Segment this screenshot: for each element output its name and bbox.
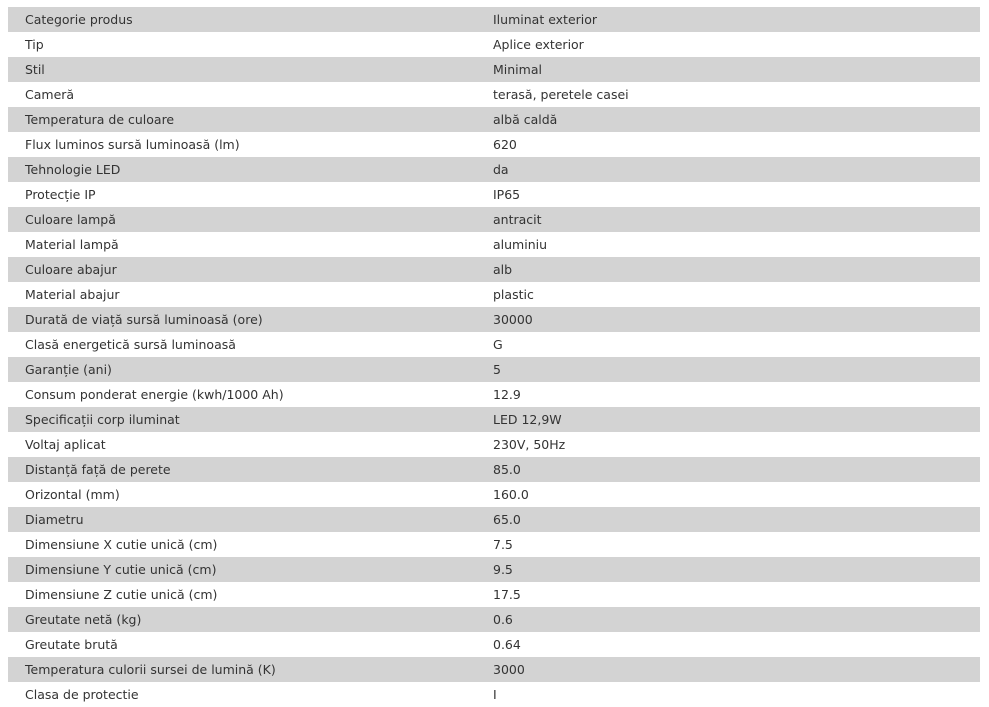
product-spec-table xyxy=(8,7,980,707)
spec-row xyxy=(8,682,980,707)
spec-value: plastic xyxy=(493,287,534,302)
spec-label: Clasa de protectie xyxy=(25,687,139,702)
spec-row xyxy=(8,357,980,382)
spec-value: 0.64 xyxy=(493,637,521,652)
spec-label: Cameră xyxy=(25,87,75,102)
spec-value: Aplice exterior xyxy=(493,37,584,52)
spec-label: Durată de viață sursă luminoasă (ore) xyxy=(8,307,476,332)
spec-label: Material abajur xyxy=(25,287,120,302)
spec-label: Consum ponderat energie (kwh/1000 Ah) xyxy=(25,387,284,402)
spec-row xyxy=(8,457,980,482)
spec-value: aluminiu xyxy=(493,237,548,252)
spec-row xyxy=(8,7,980,32)
spec-row xyxy=(8,307,980,332)
spec-value: 230V, 50Hz xyxy=(493,437,566,452)
spec-value: IP65 xyxy=(493,187,521,202)
spec-label: Material lampă xyxy=(25,237,119,252)
spec-label: Orizontal (mm) xyxy=(25,487,120,502)
spec-label: Tehnologie LED xyxy=(8,157,476,182)
spec-value: 7.5 xyxy=(493,537,513,552)
spec-row xyxy=(8,432,980,457)
spec-row xyxy=(8,157,980,182)
spec-row xyxy=(8,182,980,207)
spec-value: G xyxy=(493,337,503,352)
spec-value: albă caldă xyxy=(476,107,980,132)
spec-label: Culoare abajur xyxy=(8,257,476,282)
spec-label: Tip xyxy=(25,37,44,52)
spec-value: 160.0 xyxy=(493,487,529,502)
spec-value: LED 12,9W xyxy=(476,407,980,432)
spec-label: Protecție IP xyxy=(25,187,96,202)
spec-label: Dimensiune Z cutie unică (cm) xyxy=(25,587,218,602)
spec-value: 12.9 xyxy=(493,387,521,402)
spec-label: Culoare lampă xyxy=(8,207,476,232)
spec-label: Greutate brută xyxy=(25,637,118,652)
spec-value: 9.5 xyxy=(476,557,980,582)
spec-value: Iluminat exterior xyxy=(476,7,980,32)
spec-value: 620 xyxy=(493,137,517,152)
spec-label: Diametru xyxy=(8,507,476,532)
spec-value: antracit xyxy=(476,207,980,232)
spec-row xyxy=(8,132,980,157)
spec-label: Dimensiune X cutie unică (cm) xyxy=(25,537,218,552)
spec-row xyxy=(8,57,980,82)
spec-value: da xyxy=(476,157,980,182)
spec-row xyxy=(8,657,980,682)
spec-row xyxy=(8,257,980,282)
spec-label: Garanție (ani) xyxy=(8,357,476,382)
spec-row xyxy=(8,482,980,507)
spec-row xyxy=(8,232,980,257)
spec-label: Stil xyxy=(8,57,476,82)
spec-value: 30000 xyxy=(476,307,980,332)
spec-row xyxy=(8,282,980,307)
spec-row xyxy=(8,82,980,107)
spec-label: Temperatura culorii sursei de lumină (K) xyxy=(8,657,476,682)
spec-value: terasă, peretele casei xyxy=(493,87,629,102)
spec-label: Flux luminos sursă luminoasă (lm) xyxy=(25,137,240,152)
spec-value: 0.6 xyxy=(476,607,980,632)
spec-row xyxy=(8,207,980,232)
spec-table-body xyxy=(8,7,980,707)
spec-value: 17.5 xyxy=(493,587,521,602)
spec-value: 85.0 xyxy=(476,457,980,482)
spec-row xyxy=(8,332,980,357)
spec-row xyxy=(8,382,980,407)
spec-label: Clasă energetică sursă luminoasă xyxy=(25,337,236,352)
spec-label: Voltaj aplicat xyxy=(25,437,106,452)
spec-label: Distanță față de perete xyxy=(8,457,476,482)
spec-value: 5 xyxy=(476,357,980,382)
spec-label: Dimensiune Y cutie unică (cm) xyxy=(8,557,476,582)
spec-row xyxy=(8,607,980,632)
spec-value: Minimal xyxy=(476,57,980,82)
spec-row xyxy=(8,507,980,532)
spec-row xyxy=(8,557,980,582)
spec-value: alb xyxy=(476,257,980,282)
spec-label: Temperatura de culoare xyxy=(8,107,476,132)
spec-label: Categorie produs xyxy=(8,7,476,32)
spec-row xyxy=(8,532,980,557)
spec-row xyxy=(8,32,980,57)
spec-label: Specificații corp iluminat xyxy=(8,407,476,432)
spec-row xyxy=(8,407,980,432)
spec-row xyxy=(8,582,980,607)
spec-row xyxy=(8,107,980,132)
spec-value: 3000 xyxy=(476,657,980,682)
spec-value: 65.0 xyxy=(476,507,980,532)
spec-row xyxy=(8,632,980,657)
spec-label: Greutate netă (kg) xyxy=(8,607,476,632)
spec-value: I xyxy=(493,687,497,702)
